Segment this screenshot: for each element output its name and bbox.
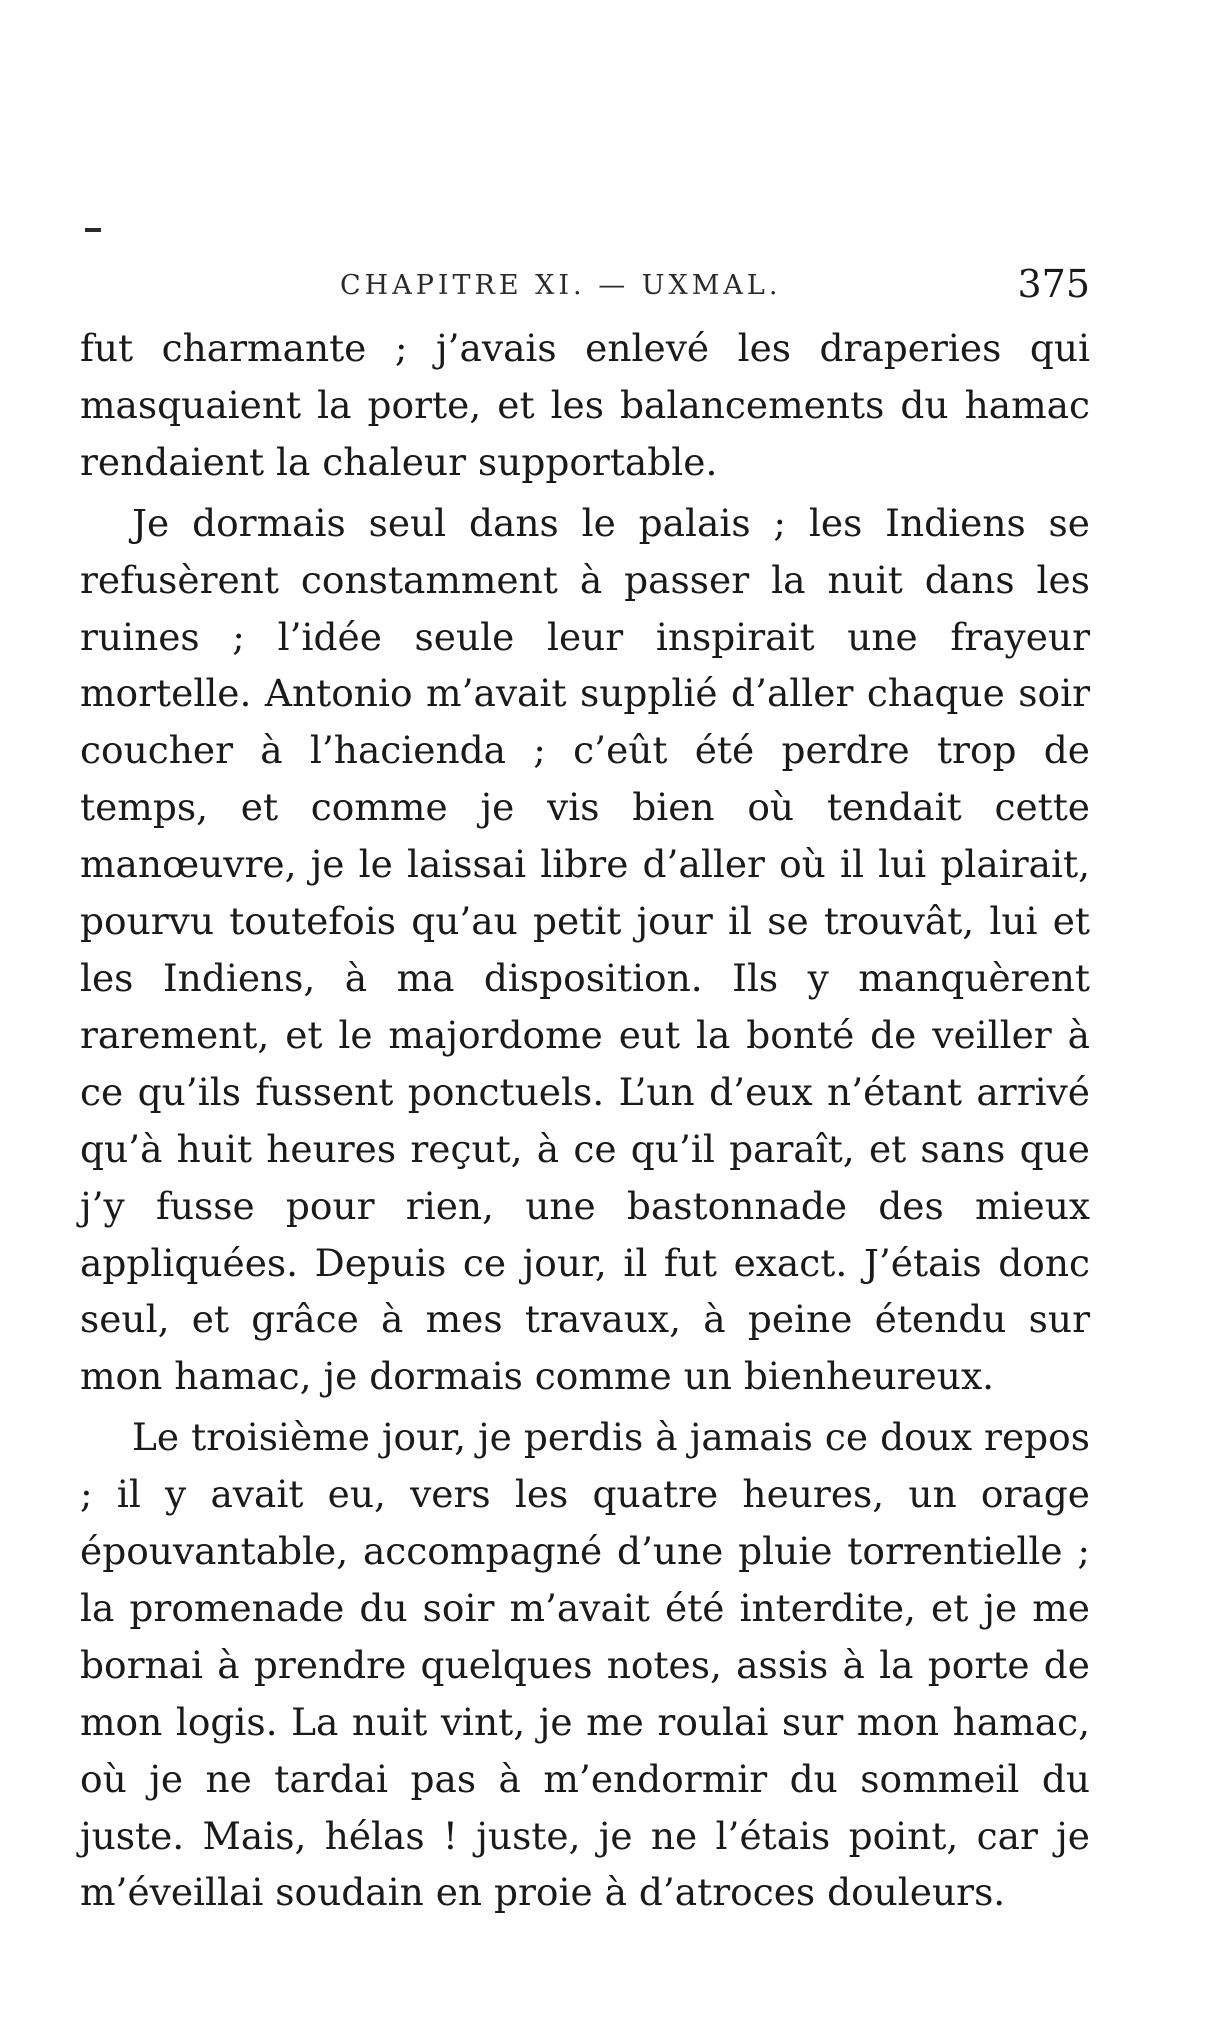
paragraph-2: Je dormais seul dans le palais ; les Indiens se refusèrent constamment à passer la nuit dans les ruines ; l’idée seule leur inspirait une frayeur mortelle. Antonio m’avait supplié d’aller chaque soir coucher à l’hacienda ; c’eût été perdre trop de temps, et comme je vis bien où tendait cette manœuvre, je le laissai libre d’aller où il lui plairait, pourvu toutefois qu’au petit jour il se trouvât, lui et les Indiens, à ma disposition. Ils y manquèrent rarement, et le majordome eut la bonté de veiller à ce qu’ils fussent ponctuels. L’un d’eux n’étant arrivé qu’à huit heures reçut, à ce qu’il paraît, et sans que j’y fusse pour rien, une bastonnade des mieux appliquées. Depuis ce jour, il fut exact. J’étais donc seul, et grâce à mes travaux, à peine étendu sur mon hamac, je dormais comme un bienheureux. xyxy=(80,500,1090,1399)
paragraph-1: fut charmante ; j’avais enlevé les draperies qui masquaient la porte, et les balancements du hamac rendaient la chaleur supportable. xyxy=(80,326,1090,484)
paragraph-3: Le troisième jour, je perdis à jamais ce doux repos ; il y avait eu, vers les quatre heures, un orage épouvantable, accompagné d’une pluie torrentielle ; la promenade du soir m’avait été interdite, et je me bornai à prendre quelques notes, assis à la porte de mon logis. La nuit vint, je me roulai sur mon hamac, où je ne tardai pas à m’endormir du sommeil du juste. Mais, hélas ! juste, je ne l’étais point, car je m’éveillai soudain en proie à d’atroces douleurs. xyxy=(80,1415,1090,1915)
running-title: CHAPITRE XI. — UXMAL. xyxy=(340,270,782,301)
running-head xyxy=(80,262,1090,312)
body-text xyxy=(80,320,1090,1921)
stray-ink-mark xyxy=(85,228,101,232)
page-number: 375 xyxy=(1017,262,1090,306)
